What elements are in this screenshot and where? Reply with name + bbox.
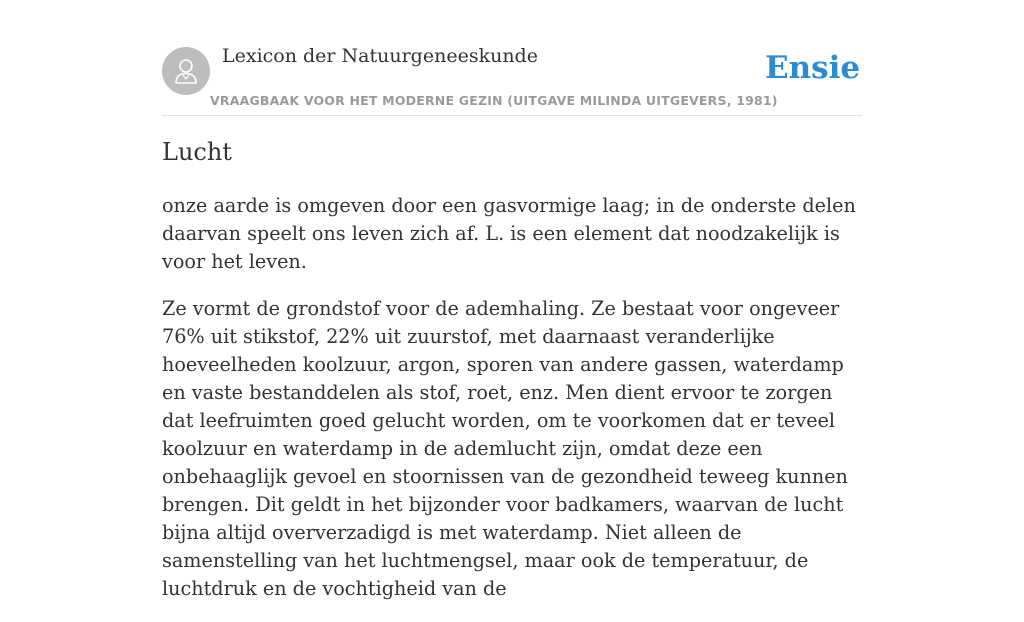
avatar <box>162 47 210 95</box>
entry-paragraph: onze aarde is omgeven door een gasvormige laag; in de onderste delen daarvan speelt ons leven zich af. L. is een element dat noodzakelijk is voor het leven. <box>162 194 856 273</box>
entry-paragraph: Ze vormt de grondstof voor de ademhaling. Ze bestaat voor ongeveer 76% uit stikstof, 22% uit zuurstof, met daarnaast veranderlijke hoeveelheden koolzuur, argon, sporen van andere gassen, waterdamp en vaste bestanddelen als stof, roet, enz. Men dient ervoor te zorgen dat leefruimten goed gelucht worden, om te voorkomen dat er teveel koolzuur en waterdamp in de ademlucht zijn, omdat deze een onbehaaglijk gevoel en stoornissen van de gezondheid teweeg kunnen brengen. Dit geldt in het bijzonder voor badkamers, waarvan de lucht bijna altijd oververzadigd is met waterdamp. Niet alleen de samenstelling van het luchtmengsel, maar ook de temperatuur, de luchtdruk en de vochtigheid van de <box>162 297 848 600</box>
source-title[interactable]: Lexicon der Natuurgeneeskunde <box>222 45 538 67</box>
entry-headword: Lucht <box>162 138 232 166</box>
source-subtitle: VRAAGBAAK VOOR HET MODERNE GEZIN (UITGAVE MILINDA UITGEVERS, 1981) <box>210 93 778 108</box>
entry-body <box>162 192 864 622</box>
header-divider <box>162 115 862 116</box>
brand-logo[interactable]: Ensie <box>765 50 861 86</box>
user-placeholder-icon <box>171 56 201 86</box>
